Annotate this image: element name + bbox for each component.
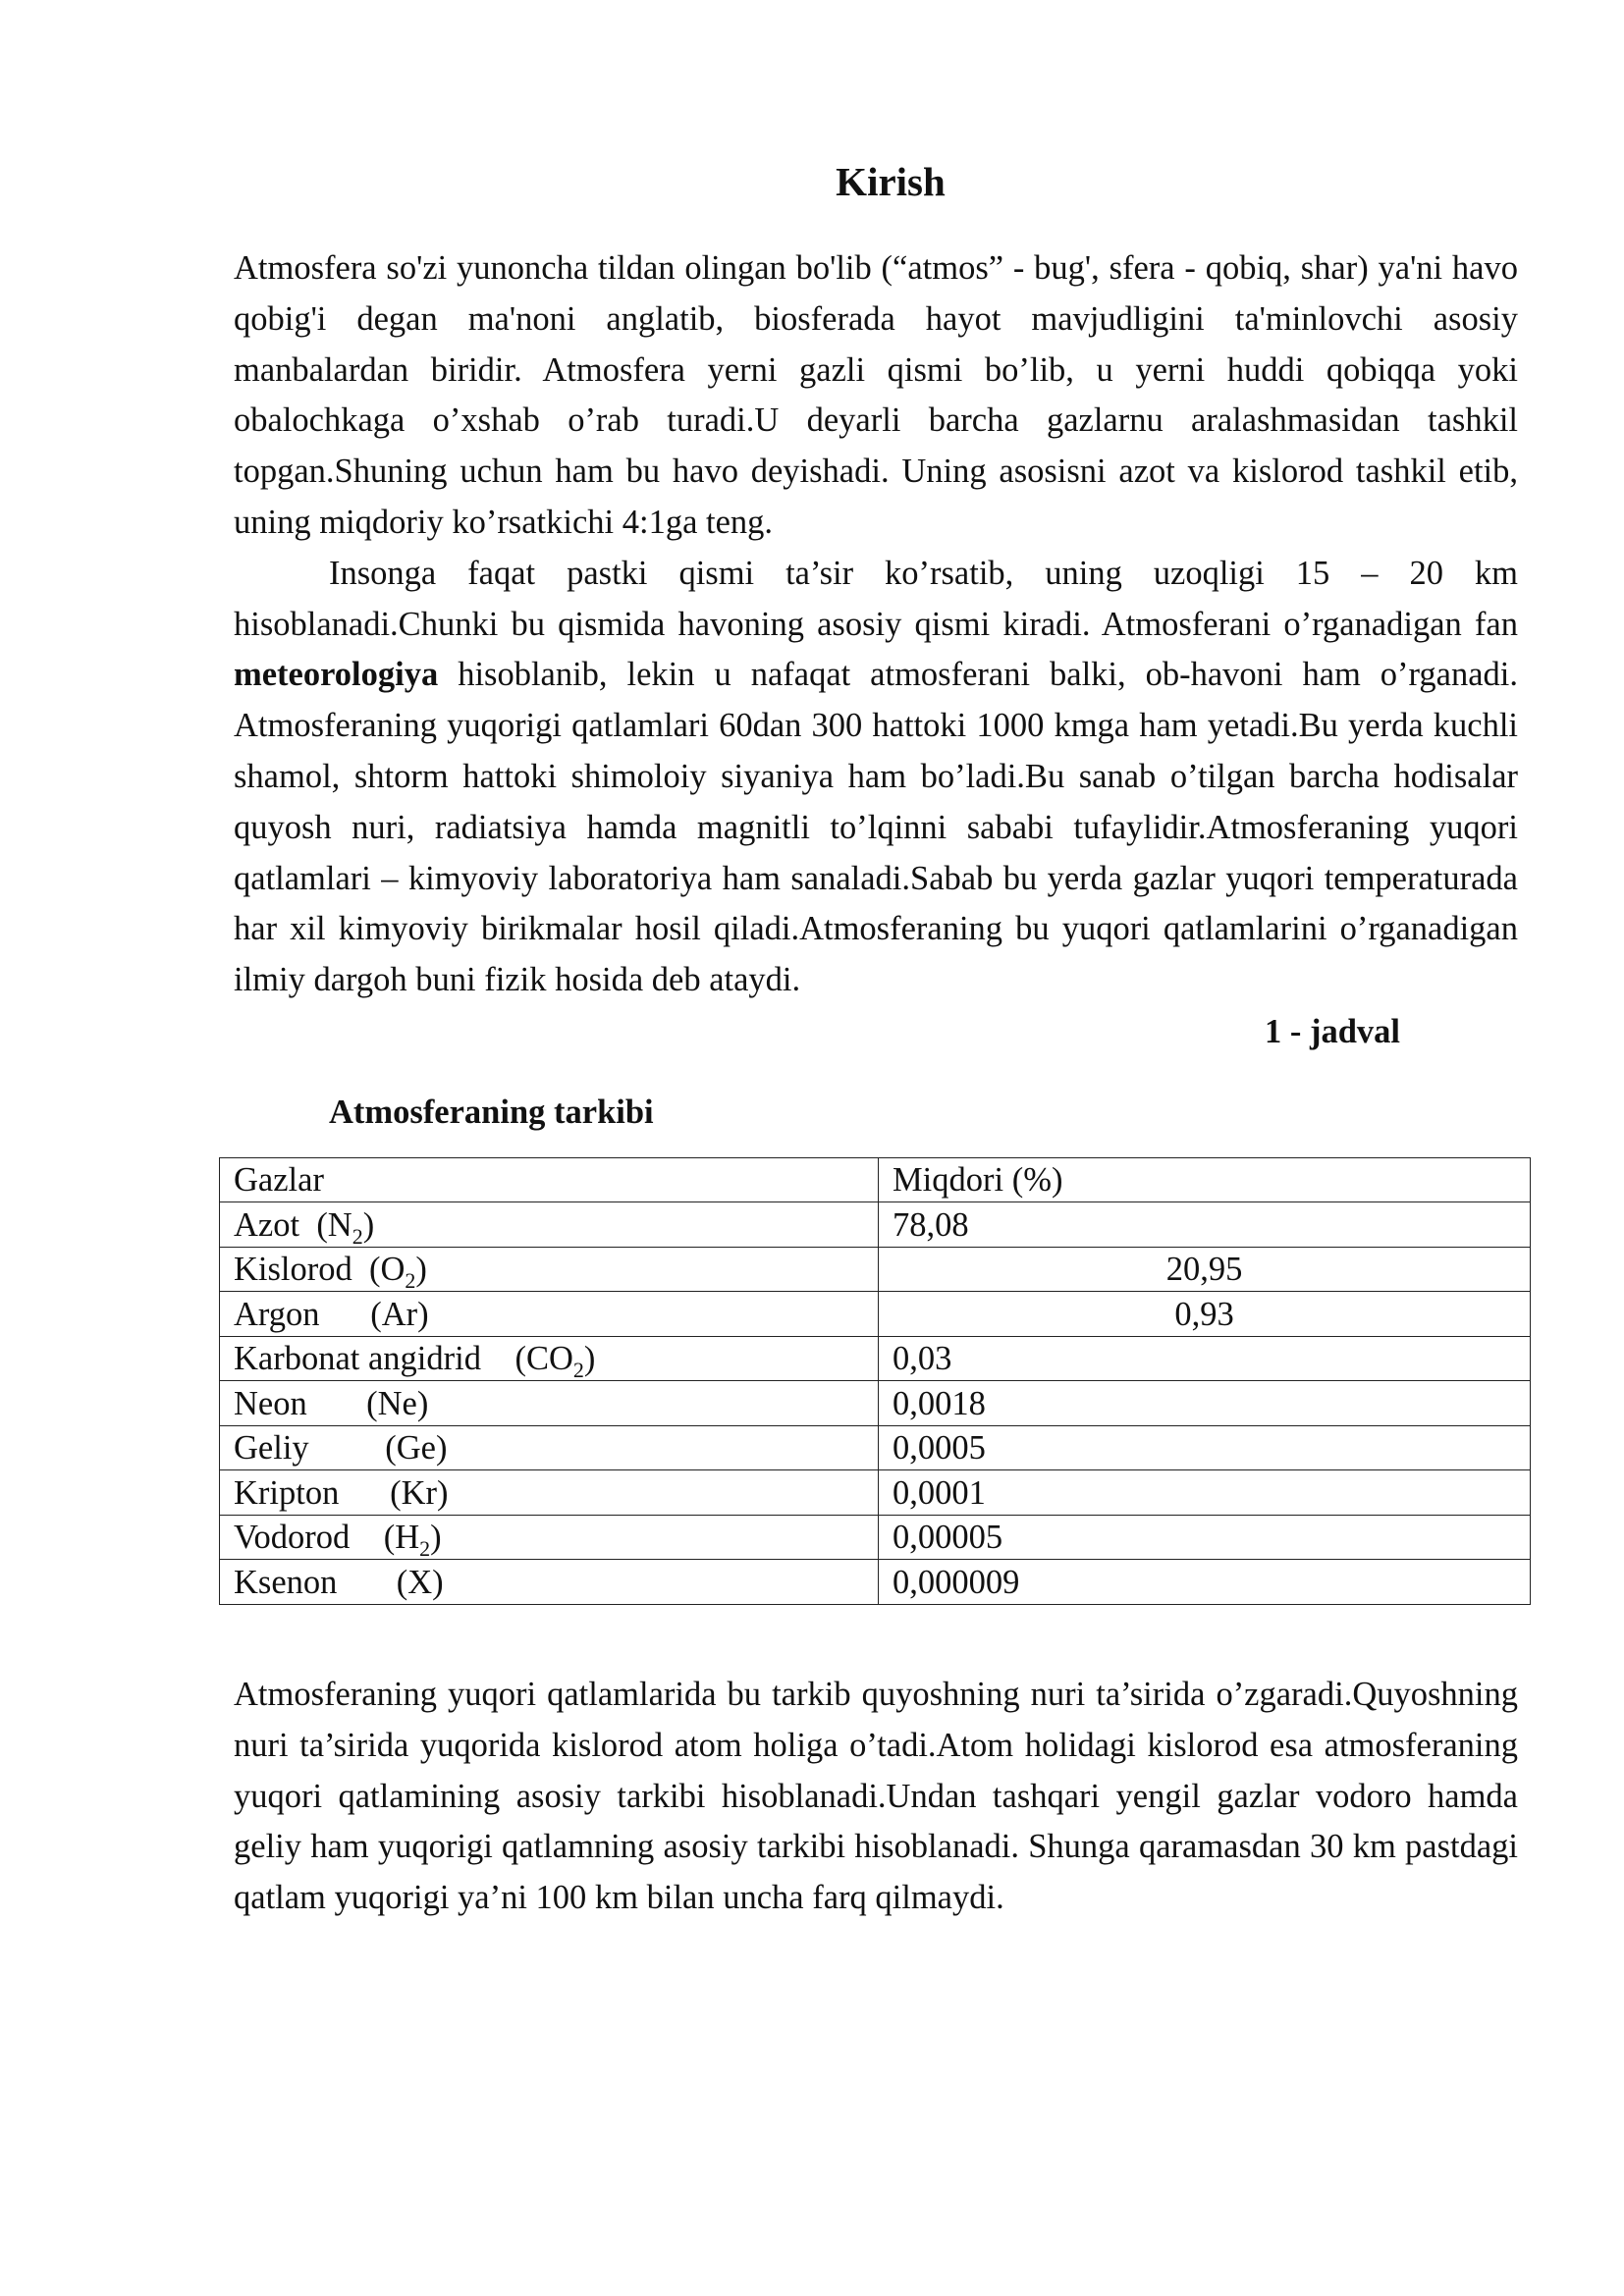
- table-row: [220, 1470, 1531, 1516]
- gas-subscript: 2: [405, 1268, 416, 1294]
- table-title: Atmosferaning tarkibi: [329, 1093, 654, 1131]
- gas-name: Geliy (Ge): [234, 1429, 448, 1468]
- gas-name-cell: [220, 1292, 879, 1337]
- gas-amount-cell: 0,0018: [879, 1381, 1531, 1426]
- table-row: [220, 1292, 1531, 1337]
- gas-amount-cell: 0,000009: [879, 1560, 1531, 1605]
- gas-name: Vodorod (H: [234, 1519, 420, 1557]
- document-page: [234, 147, 1518, 1924]
- table-header-row: [220, 1157, 1531, 1202]
- table-row: [220, 1247, 1531, 1292]
- gas-name-cell: [220, 1247, 879, 1292]
- gas-name: Azot (N: [234, 1205, 352, 1244]
- gas-amount-cell: 0,03: [879, 1336, 1531, 1381]
- table-row: [220, 1560, 1531, 1605]
- table-caption: 1 - jadval: [1265, 1012, 1400, 1050]
- gas-name-cell: [220, 1202, 879, 1248]
- table-row: [220, 1425, 1531, 1470]
- gas-name: Karbonat angidrid (CO: [234, 1340, 573, 1378]
- gas-name-cell: [220, 1560, 879, 1605]
- header-miqdori: Miqdori (%): [879, 1157, 1531, 1202]
- gas-subscript: 2: [352, 1223, 363, 1249]
- term-meteorologiya: meteorologiya: [234, 656, 439, 694]
- paragraph-upper-layers: Atmosferaning yuqori qatlamlarida bu tarkib quyoshning nuri ta’sirida o’zgaradi.Quyoshning nuri ta’sirida yuqorida kislorod atom holiga o’tadi.Atom holidagi kislorod esa atmosferaning yuqori qatlamining asosiy tarkibi hisoblanadi.Undan tashqari yengil gazlar vodoro hamda geliy ham yuqorigi qatlamning asosiy tarkibi hisoblanadi. Shunga qaramasdan 30 km pastdagi qatlam yuqorigi ya’ni 100 km bilan uncha farq qilmaydi.: [234, 1675, 1518, 1917]
- table-row: [220, 1515, 1531, 1560]
- paragraph-meteorology-end: hisoblanib, lekin u nafaqat atmosferani balki, ob-havoni ham o’rganadi. Atmosferaning yuqorigi qatlamlari 60dan 300 hattoki 1000 kmga ham yetadi.Bu yerda kuchli shamol, shtorm hattoki shimoloiy siyaniya ham bo’ladi.Bu sanab o’tilgan barcha hodisalar quyosh nuri, radiatsiya hamda magnitli to’lqinni sababi tufaylidir.Atmosferaning yuqori qatlamlari – kimyoviy laboratoriya ham sanaladi.Sabab bu yerda gazlar yuqori temperaturada har xil kimyoviy birikmalar hosil qiladi.Atmosferaning bu yuqori qatlamlarini o’rganadigan ilmiy dargoh buni fizik hosida deb ataydi.: [234, 656, 1518, 999]
- gas-name: Kripton (Kr): [234, 1473, 449, 1512]
- table-row: [220, 1336, 1531, 1381]
- composition-table: [219, 1157, 1531, 1605]
- gas-name-cell: [220, 1425, 879, 1470]
- paragraph-meteorology: [234, 549, 1518, 1006]
- gas-name-cell: [220, 1381, 879, 1426]
- gas-name: Argon (Ar): [234, 1295, 429, 1333]
- gas-amount-cell: 78,08: [879, 1202, 1531, 1248]
- gas-amount-cell: 0,93: [879, 1292, 1531, 1337]
- gas-subscript: 2: [419, 1536, 431, 1562]
- gas-name: Ksenon (X): [234, 1563, 444, 1601]
- gas-name-tail: ): [430, 1519, 442, 1557]
- gas-name: Kislorod (O: [234, 1251, 406, 1289]
- gas-subscript: 2: [572, 1358, 584, 1383]
- gas-name-cell: [220, 1336, 879, 1381]
- table-row: [220, 1381, 1531, 1426]
- paragraph-meteorology-start: Insonga faqat pastki qismi ta’sir ko’rsatib, uning uzoqligi 15 – 20 km hisoblanadi.Chunki bu qismida havoning asosiy qismi kiradi. Atmosferani o’rganadigan fan: [234, 554, 1518, 643]
- gas-amount-cell: 0,00005: [879, 1515, 1531, 1560]
- gas-name-tail: ): [583, 1340, 596, 1378]
- gas-name-cell: [220, 1470, 879, 1516]
- gas-name: Neon (Ne): [234, 1384, 429, 1422]
- paragraph-intro: Atmosfera so'zi yunoncha tildan olingan bo'lib (“atmos” - bug', sfera - qobiq, shar) ya'ni havo qobig'i degan ma'noni anglatib, biosferada hayot mavjudligini ta'minlovchi asosiy manbalardan biridir. Atmosfera yerni gazli qismi bo’lib, u yerni huddi qobiqqa yoki obalochkaga o’xshab o’rab turadi.U deyarli barcha gazlarnu aralashmasidan tashkil topgan.Shuning uchun ham bu havo deyishadi. Uning asosisni azot va kislorod tashkil etib, uning miqdoriy ko’rsatkichi 4:1ga teng.: [234, 249, 1518, 541]
- gas-name-cell: [220, 1515, 879, 1560]
- gas-amount-cell: 20,95: [879, 1247, 1531, 1292]
- gas-name-tail: ): [362, 1205, 375, 1244]
- page-title: Kirish: [836, 159, 946, 204]
- table-row: [220, 1202, 1531, 1248]
- header-gazlar: Gazlar: [220, 1157, 879, 1202]
- gas-name-tail: ): [415, 1251, 427, 1289]
- gas-amount-cell: 0,0001: [879, 1470, 1531, 1516]
- gas-amount-cell: 0,0005: [879, 1425, 1531, 1470]
